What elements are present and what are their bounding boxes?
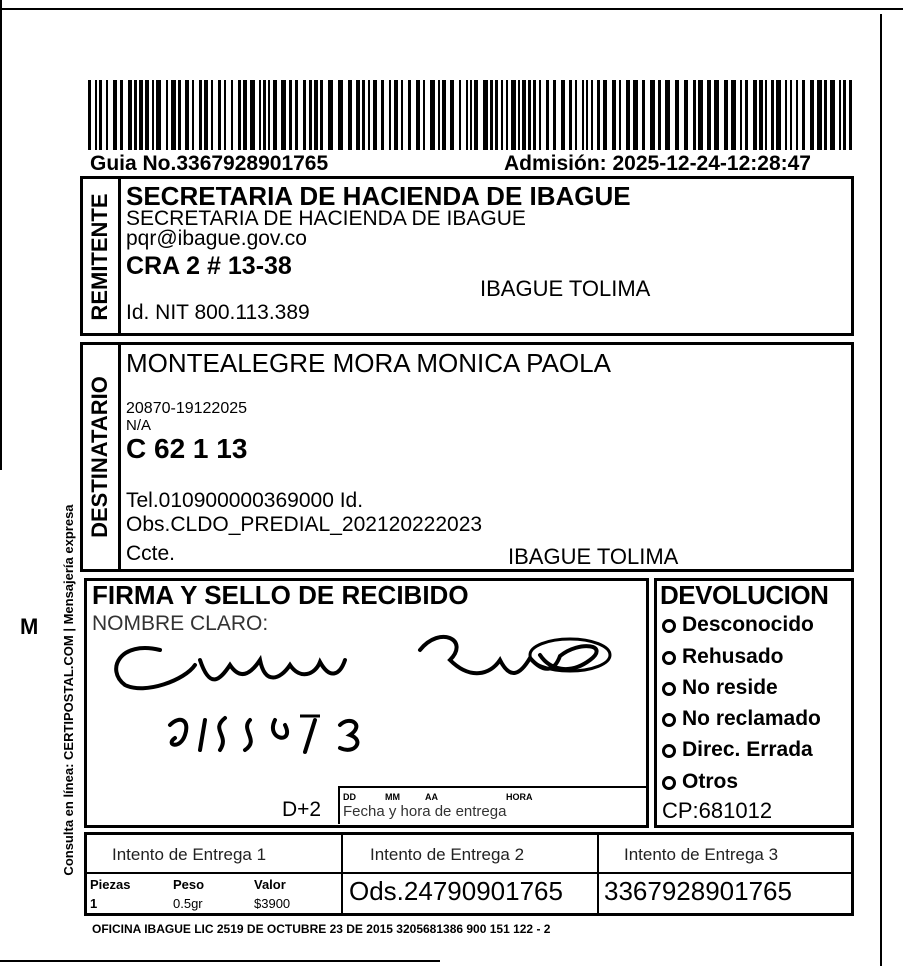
barcode-bar bbox=[423, 80, 425, 150]
barcode-bar bbox=[575, 80, 577, 150]
remitente-name-bold: SECRETARIA DE HACIENDA DE IBAGUE bbox=[126, 181, 631, 211]
barcode-bar bbox=[765, 80, 767, 150]
barcode-bar bbox=[658, 80, 661, 150]
devolucion-option-label: Rehusado bbox=[682, 645, 784, 668]
barcode-bar bbox=[320, 80, 323, 150]
devolucion-option-no-reclamado[interactable] bbox=[662, 707, 821, 731]
piezas-value: 1 bbox=[90, 896, 98, 911]
barcode-bar bbox=[470, 80, 472, 150]
barcode-bar bbox=[776, 80, 781, 150]
barcode-bar bbox=[810, 80, 814, 150]
barcode-bar bbox=[113, 80, 117, 150]
signature-drawing bbox=[100, 620, 630, 770]
barcode-bar bbox=[790, 80, 792, 150]
devolucion-option-label: No reside bbox=[682, 676, 778, 699]
barcode-bar bbox=[759, 80, 763, 150]
scan-edge-right bbox=[880, 14, 882, 966]
ods-number: Ods.24790901765 bbox=[349, 876, 563, 906]
barcode-bar bbox=[263, 80, 266, 150]
barcode-bar bbox=[295, 80, 298, 150]
destinatario-name: MONTEALEGRE MORA MONICA PAOLA bbox=[126, 348, 611, 378]
barcode-bar bbox=[495, 80, 498, 150]
barcode-bar bbox=[501, 80, 503, 150]
radio-circle-icon bbox=[662, 713, 676, 727]
barcode-bar bbox=[120, 80, 123, 150]
barcode-bar bbox=[849, 80, 852, 150]
barcode-bar bbox=[522, 80, 526, 150]
barcode-bar bbox=[539, 80, 541, 150]
barcode-bar bbox=[490, 80, 493, 150]
barcode-bar bbox=[707, 80, 711, 150]
barcode-bar bbox=[633, 80, 638, 150]
firma-title: FIRMA Y SELLO DE RECIBIDO bbox=[92, 580, 469, 610]
dd-label: DD bbox=[343, 792, 356, 802]
barcode-bar bbox=[553, 80, 556, 150]
barcode-bar bbox=[408, 80, 411, 150]
signature-name-text bbox=[0, 0, 7, 1]
barcode-bar bbox=[698, 80, 703, 150]
devolucion-option-label: Direc. Errada bbox=[682, 738, 813, 761]
barcode-bar bbox=[753, 80, 757, 150]
barcode-bar bbox=[389, 80, 391, 150]
barcode-bar bbox=[714, 80, 719, 150]
barcode-bar bbox=[238, 80, 241, 150]
barcode-bar bbox=[281, 80, 286, 150]
barcode-bar bbox=[528, 80, 531, 150]
destinatario-address: C 62 1 13 bbox=[126, 433, 248, 464]
admision-date: Admisión: 2025-12-24-12:28:47 bbox=[504, 152, 811, 175]
barcode-bar bbox=[128, 80, 132, 150]
barcode-bar bbox=[459, 80, 461, 150]
barcode-bar bbox=[303, 80, 306, 150]
devolucion-option-direc-errada[interactable] bbox=[662, 738, 813, 762]
peso-label: Peso bbox=[173, 877, 205, 892]
barcode-bar bbox=[724, 80, 728, 150]
mm-label: MM bbox=[385, 792, 400, 802]
barcode-bar bbox=[650, 80, 655, 150]
barcode-bar bbox=[250, 80, 255, 150]
barcode-bar bbox=[830, 80, 835, 150]
valor-value: $3900 bbox=[254, 896, 291, 911]
barcode-bar bbox=[483, 80, 488, 150]
barcode-bar bbox=[591, 80, 593, 150]
radio-circle-icon bbox=[662, 651, 676, 665]
barcode-bar bbox=[171, 80, 176, 150]
intento-3-label: Intento de Entrega 3 bbox=[624, 845, 779, 864]
destinatario-divider bbox=[118, 342, 121, 572]
remitente-name: SECRETARIA DE HACIENDA DE IBAGUE bbox=[126, 207, 526, 230]
devolucion-option-label: Otros bbox=[682, 770, 739, 793]
barcode-bar bbox=[785, 80, 787, 150]
devolucion-option-label: Desconocido bbox=[682, 613, 814, 636]
barcode-bar bbox=[211, 80, 213, 150]
barcode-bar bbox=[166, 80, 168, 150]
barcode-bar bbox=[356, 80, 360, 150]
footer-oficina: OFICINA IBAGUE LIC 2519 DE OCTUBRE 23 DE 2015 3205681386 900 151 122 - 2 bbox=[92, 922, 551, 936]
barcode-bar bbox=[582, 80, 584, 150]
barcode-bar bbox=[745, 80, 748, 150]
destinatario-tel: Tel.010900000369000 Id. bbox=[126, 489, 364, 512]
destinatario-obs: Obs.CLDO_PREDIAL_202120222023 bbox=[126, 513, 483, 536]
d2-label: D+2 bbox=[282, 798, 322, 821]
barcode-bar bbox=[88, 80, 91, 150]
barcode-bar bbox=[843, 80, 846, 150]
barcode-bar bbox=[450, 80, 454, 150]
barcode-bar bbox=[185, 80, 189, 150]
aa-label: AA bbox=[425, 792, 438, 802]
barcode-bar bbox=[328, 80, 333, 150]
piezas-label: Piezas bbox=[90, 877, 131, 892]
remitente-divider bbox=[118, 176, 121, 336]
barcode-bar bbox=[362, 80, 365, 150]
barcode-bar bbox=[442, 80, 446, 150]
barcode-bar bbox=[99, 80, 102, 150]
remitente-email: pqr@ibague.gov.co bbox=[126, 227, 307, 250]
barcode-bar bbox=[511, 80, 516, 150]
radio-circle-icon bbox=[662, 744, 676, 758]
barcode bbox=[88, 80, 854, 150]
remitente-label: REMITENTE bbox=[87, 193, 112, 321]
destinatario-code: 20870-19122025 bbox=[126, 400, 248, 417]
barcode-bar bbox=[430, 80, 435, 150]
barcode-bar bbox=[796, 80, 798, 150]
destinatario-na: N/A bbox=[126, 417, 152, 434]
barcode-bar bbox=[156, 80, 161, 150]
barcode-bar bbox=[642, 80, 645, 150]
intentos-col-divider-2 bbox=[597, 832, 599, 916]
barcode-bar bbox=[561, 80, 565, 150]
barcode-bar bbox=[416, 80, 420, 150]
intentos-col-divider-1 bbox=[341, 832, 343, 916]
devolucion-option-desconocido[interactable] bbox=[662, 613, 814, 637]
valor-label: Valor bbox=[254, 877, 286, 892]
devolucion-option-rehusado[interactable] bbox=[662, 645, 784, 669]
devolucion-option-label: No reclamado bbox=[682, 707, 821, 730]
scan-edge-left bbox=[0, 0, 2, 470]
intento-1-label: Intento de Entrega 1 bbox=[112, 845, 267, 864]
remitente-city: IBAGUE TOLIMA bbox=[480, 276, 651, 301]
barcode-bar bbox=[218, 80, 221, 150]
devolucion-option-no-reside[interactable] bbox=[662, 676, 778, 700]
barcode-bar bbox=[771, 80, 774, 150]
barcode-bar bbox=[231, 80, 233, 150]
barcode-bar bbox=[199, 80, 202, 150]
barcode-bar bbox=[675, 80, 679, 150]
barcode-bar bbox=[106, 80, 108, 150]
fecha-label: Fecha y hora de entrega bbox=[343, 803, 507, 820]
barcode-bar bbox=[273, 80, 277, 150]
guia-number: Guia No.3367928901765 bbox=[90, 152, 329, 175]
hora-label: HORA bbox=[506, 792, 533, 802]
remitente-id: Id. NIT 800.113.389 bbox=[126, 301, 310, 324]
barcode-bar bbox=[546, 80, 549, 150]
barcode-bar bbox=[586, 80, 588, 150]
barcode-bar bbox=[740, 80, 742, 150]
barcode-bar bbox=[134, 80, 137, 150]
devolucion-option-otros[interactable] bbox=[662, 770, 738, 794]
devolucion-title: DEVOLUCION bbox=[660, 580, 829, 610]
peso-value: 0.5gr bbox=[173, 896, 203, 911]
barcode-bar bbox=[348, 80, 352, 150]
barcode-bar bbox=[802, 80, 805, 150]
destinatario-city: IBAGUE TOLIMA bbox=[508, 544, 679, 569]
barcode-bar bbox=[224, 80, 226, 150]
destinatario-ccte: Ccte. bbox=[126, 542, 176, 565]
remitente-address: CRA 2 # 13-38 bbox=[126, 252, 292, 280]
m-mark: M bbox=[20, 614, 39, 639]
guia-number-bottom: 3367928901765 bbox=[604, 876, 792, 906]
barcode-bar bbox=[665, 80, 670, 150]
devolucion-cp: CP:681012 bbox=[662, 798, 773, 823]
barcode-bar bbox=[373, 80, 377, 150]
barcode-bar bbox=[95, 80, 97, 150]
barcode-bar bbox=[839, 80, 841, 150]
barcode-bar bbox=[466, 80, 468, 150]
barcode-bar bbox=[394, 80, 398, 150]
scan-edge-bottom bbox=[0, 960, 440, 962]
barcode-bar bbox=[817, 80, 822, 150]
barcode-bar bbox=[824, 80, 827, 150]
barcode-bar bbox=[314, 80, 318, 150]
intento-2-label: Intento de Entrega 2 bbox=[370, 845, 525, 864]
barcode-bar bbox=[289, 80, 292, 150]
barcode-bar bbox=[243, 80, 247, 150]
destinatario-label: DESTINATARIO bbox=[87, 376, 112, 538]
barcode-bar bbox=[474, 80, 478, 150]
barcode-bar bbox=[597, 80, 600, 150]
radio-circle-icon bbox=[662, 776, 676, 790]
barcode-bar bbox=[603, 80, 607, 150]
barcode-bar bbox=[178, 80, 181, 150]
barcode-bar bbox=[569, 80, 572, 150]
barcode-bar bbox=[368, 80, 370, 150]
scan-edge-top bbox=[0, 8, 903, 10]
barcode-bar bbox=[268, 80, 270, 150]
barcode-bar bbox=[381, 80, 384, 150]
barcode-bar bbox=[145, 80, 149, 150]
barcode-bar bbox=[259, 80, 261, 150]
barcode-bar bbox=[619, 80, 621, 150]
barcode-bar bbox=[693, 80, 696, 150]
barcode-bar bbox=[684, 80, 688, 150]
barcode-bar bbox=[309, 80, 312, 150]
intentos-row-divider bbox=[84, 872, 854, 874]
barcode-bar bbox=[192, 80, 194, 150]
barcode-bar bbox=[139, 80, 143, 150]
barcode-bar bbox=[612, 80, 616, 150]
barcode-bar bbox=[152, 80, 154, 150]
radio-circle-icon bbox=[662, 682, 676, 696]
radio-circle-icon bbox=[662, 619, 676, 633]
barcode-bar bbox=[731, 80, 736, 150]
barcode-bar bbox=[204, 80, 208, 150]
barcode-bar bbox=[506, 80, 508, 150]
side-consulta-text: Consulta en línea: CERTIPOSTAL.COM | Mensajería expresa bbox=[61, 504, 76, 876]
barcode-bar bbox=[438, 80, 440, 150]
barcode-bar bbox=[338, 80, 343, 150]
barcode-bar bbox=[626, 80, 630, 150]
barcode-bar bbox=[401, 80, 403, 150]
signature-id-text bbox=[0, 2, 4, 3]
barcode-bar bbox=[518, 80, 520, 150]
nombre-claro-label: NOMBRE CLARO: bbox=[92, 612, 269, 635]
barcode-bar bbox=[533, 80, 536, 150]
